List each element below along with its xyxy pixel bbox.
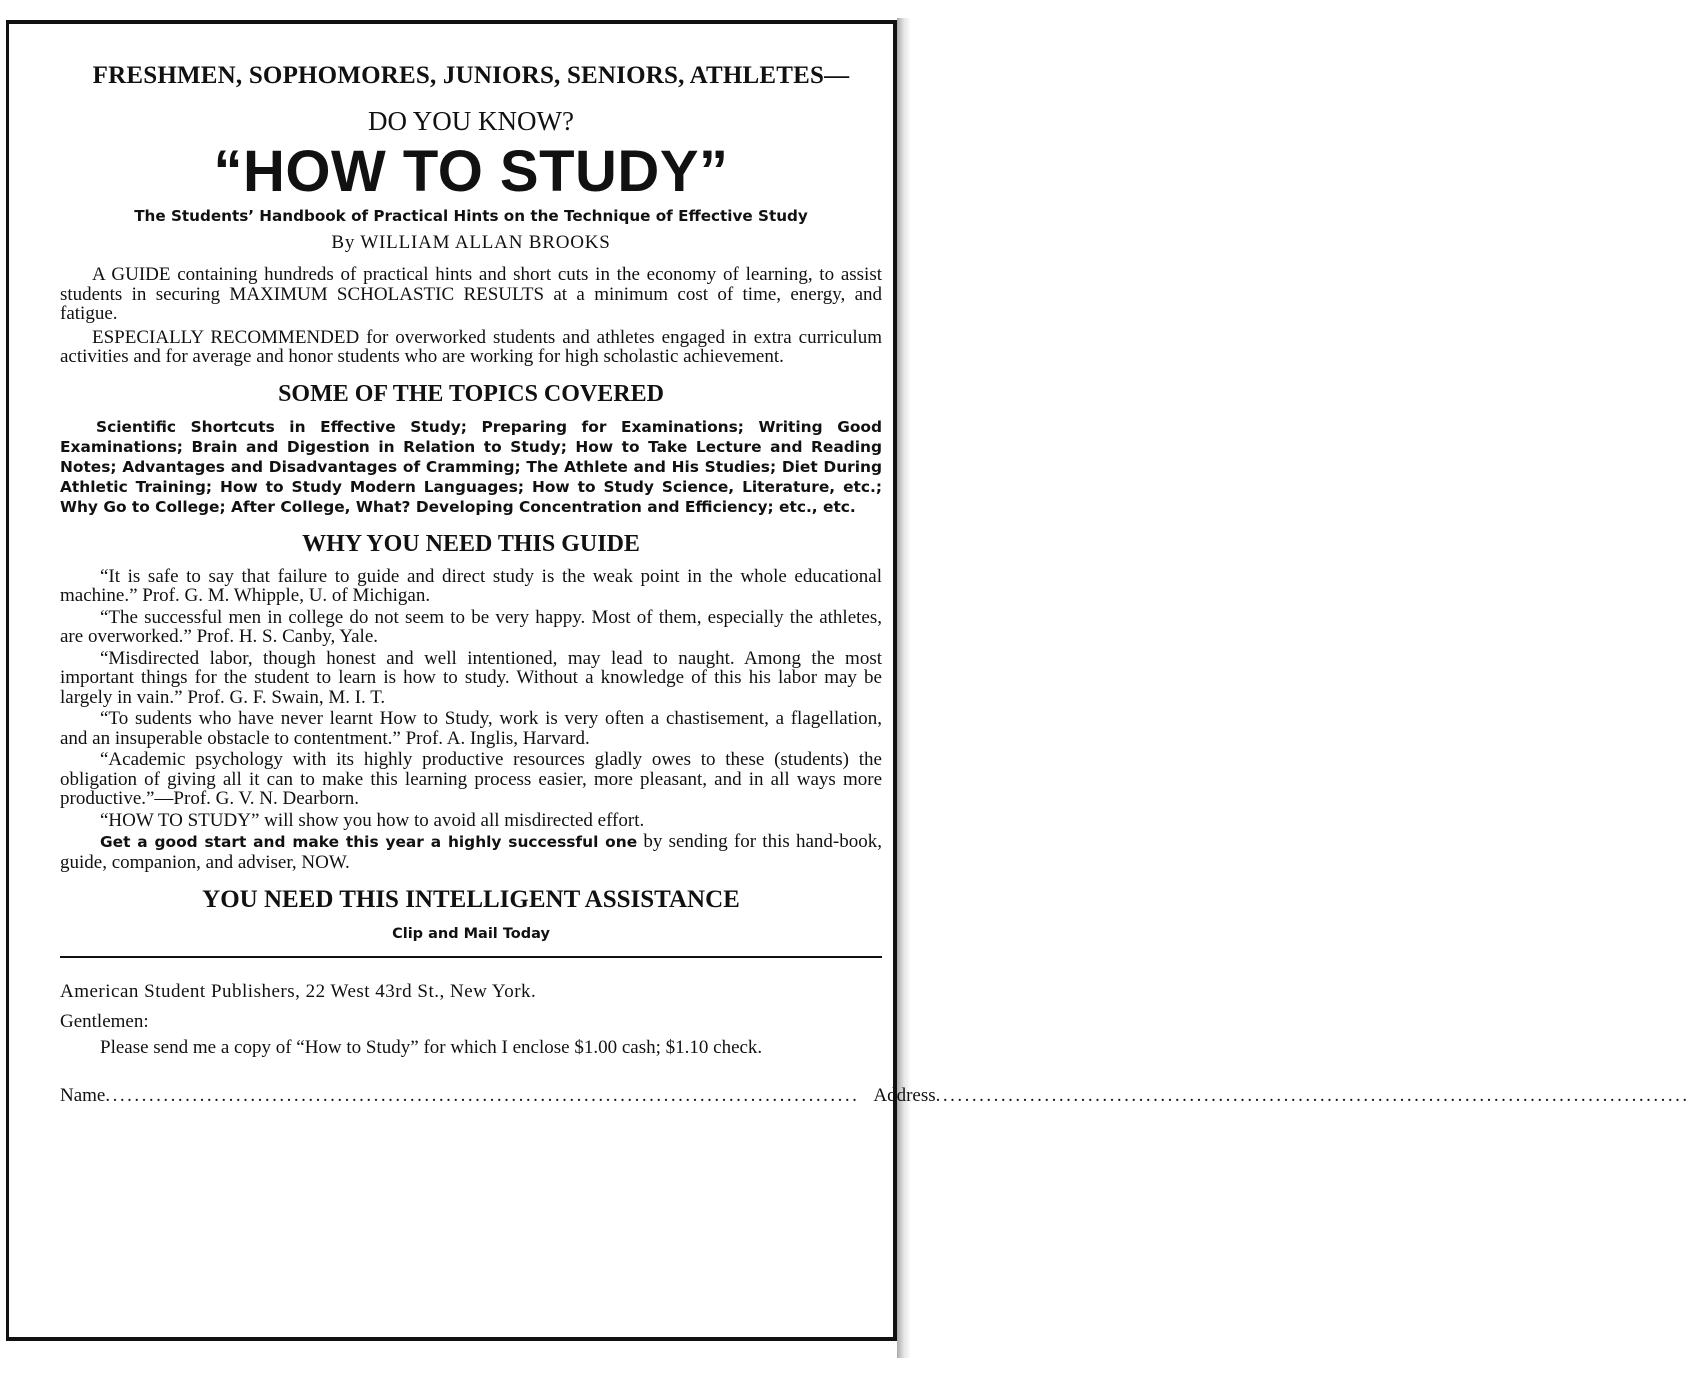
clip-and-mail-label: Clip and Mail Today bbox=[392, 926, 550, 942]
topics-list: Scientific Shortcuts in Effective Study; Preparing for Examinations; Writing Good Examinations; Brain and Digestion in Relation to Study; How to Take Lecture and Reading Notes; Advantages and Disadvantages of Cramming; The Athlete and His Studies; Diet During Athletic Training; How to Study Modern Languages; How to Study Science, Literature, etc.; Why Go to College; After College, What? Developing Concentration and Efficiency; etc., etc. bbox=[60, 417, 882, 516]
mail-coupon bbox=[60, 980, 1690, 1108]
quote-inglis: “To sudents who have never learnt How to Study, work is very often a chastisement, a flagellation, and an insuperable obstacle to contentment.” Prof. A. Inglis, Harvard. bbox=[60, 708, 882, 749]
closing-line: “HOW TO STUDY” will show you how to avoid all misdirected effort. bbox=[100, 809, 645, 831]
name-field bbox=[60, 1084, 859, 1108]
ad-subtitle: The Students’ Handbook of Practical Hints on the Technique of Effective Study bbox=[134, 207, 808, 225]
assistance-heading: YOU NEED THIS INTELLIGENT ASSISTANCE bbox=[202, 886, 740, 913]
address-field bbox=[873, 1084, 1689, 1108]
audience-line: FRESHMEN, SOPHOMORES, JUNIORS, SENIORS, ATHLETES— bbox=[92, 62, 850, 89]
intro-paragraph-1: A GUIDE containing hundreds of practical hints and short cuts in the economy of learning, to assist students in securing MAXIMUM SCHOLASTIC RESULTS at a minimum cost of time, energy, and fatigue. bbox=[60, 264, 882, 324]
coupon-divider bbox=[60, 956, 882, 958]
name-blank: ........................................................................................................ bbox=[105, 1085, 860, 1106]
question-line: DO YOU KNOW? bbox=[368, 106, 574, 136]
salutation: Gentlemen: bbox=[60, 1011, 149, 1032]
call-to-action-rest: by sending for this hand-book, guide, companion, and adviser, NOW. bbox=[60, 831, 882, 873]
quote-canby: “The successful men in college do not seem to be very happy. Most of them, especially the athletes, are overworked.” Prof. H. S. Canby, Yale. bbox=[60, 606, 882, 647]
address-label: Address bbox=[873, 1085, 936, 1106]
quote-dearborn: “Academic psychology with its highly productive resources gladly owes to these (students) the obligation of giving all it can to make this learning process easier, more pleasant, and in all ways more productive.”—Prof. G. V. N. Dearborn. bbox=[60, 749, 882, 809]
call-to-action bbox=[60, 832, 882, 872]
name-label: Name bbox=[60, 1085, 106, 1106]
quote-whipple: “It is safe to say that failure to guide and direct study is the weak point in the whole educational machine.” Prof. G. M. Whipple, U. of Michigan. bbox=[60, 565, 882, 606]
why-heading: WHY YOU NEED THIS GUIDE bbox=[302, 530, 640, 557]
advertisement bbox=[60, 60, 1690, 1108]
ad-title: “HOW TO STUDY” bbox=[213, 139, 729, 204]
quote-swain: “Misdirected labor, though honest and well intentioned, may lead to naught. Among the most important things for the student to learn is how to study. Without a knowledge of this his labor may be largely in vain.” Prof. G. F. Swain, M. I. T. bbox=[60, 647, 882, 708]
byline: By WILLIAM ALLAN BROOKS bbox=[331, 232, 611, 253]
intro-paragraph-2: ESPECIALLY RECOMMENDED for overworked students and athletes engaged in extra curriculum activities and for average and honor students who are working for high scholastic achievement. bbox=[60, 326, 882, 367]
publisher-address: American Student Publishers, 22 West 43rd St., New York. bbox=[60, 981, 537, 1002]
order-request: Please send me a copy of “How to Study” for which I enclose $1.00 cash; $1.10 check. bbox=[100, 1037, 763, 1058]
topics-heading: SOME OF THE TOPICS COVERED bbox=[278, 380, 664, 407]
address-blank: ........................................................................................................ bbox=[935, 1085, 1690, 1106]
page-edge-shadow bbox=[897, 18, 911, 1358]
coupon-fields bbox=[60, 1084, 1690, 1108]
call-to-action-bold: Get a good start and make this year a highly successful one bbox=[100, 833, 638, 851]
